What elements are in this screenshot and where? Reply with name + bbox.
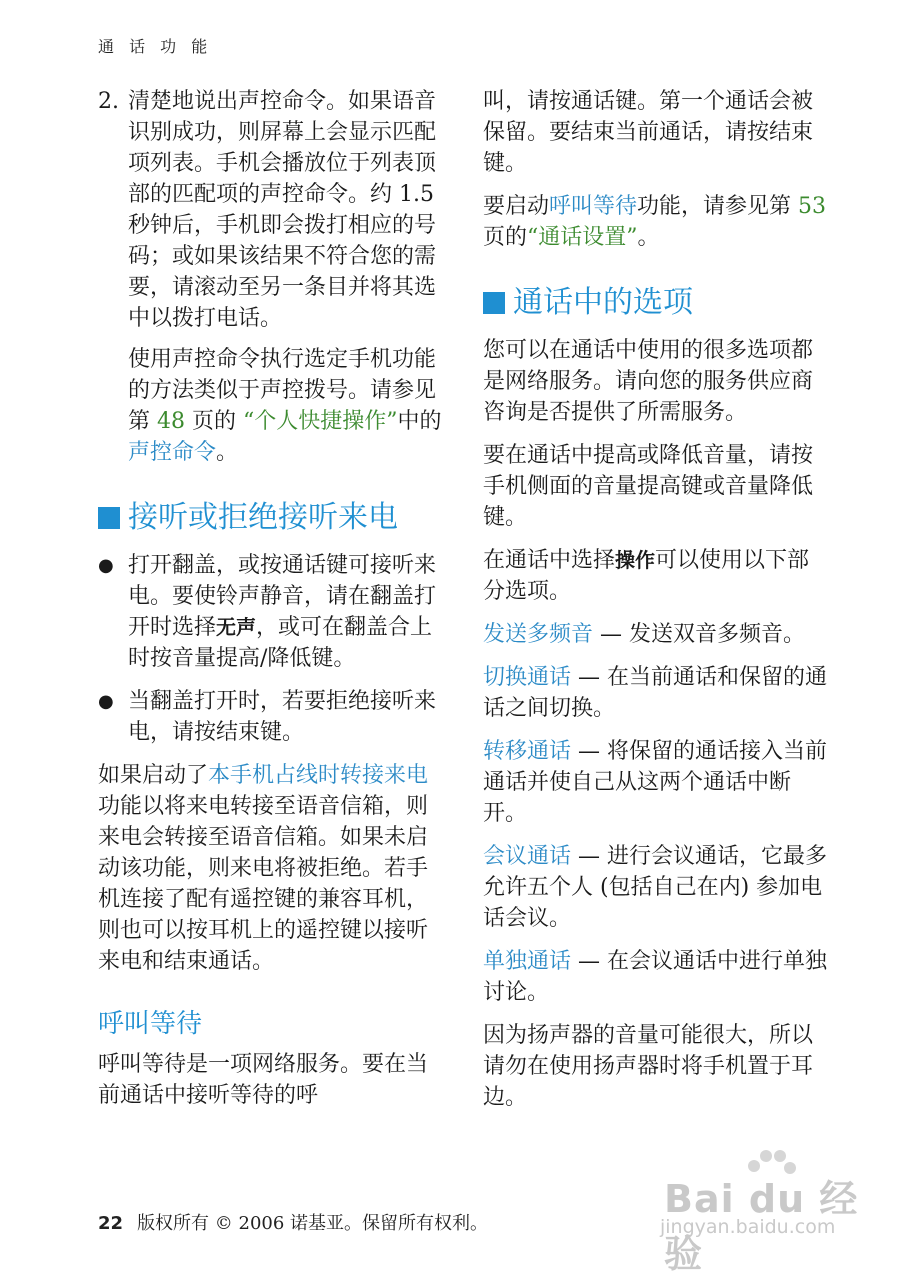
- voice-commands-link[interactable]: 声控命令: [128, 440, 217, 465]
- option-desc: — 在当前通话和保留的通话之间切换。: [483, 665, 828, 721]
- bullet-text: 当翻盖打开时，若要拒绝接听来电，请按结束键。: [128, 689, 437, 745]
- section-heading-answer-reject: [98, 498, 443, 538]
- step-text: 清楚地说出声控命令。如果语音识别成功，则屏幕上会显示匹配项列表。手机会播放位于列表顶部的匹配项的声控命令。约 1.5 秒钟后，手机即会拨打相应的号码；或如果该结果不符合您的需要，请滚动至另一条目并将其选中以拨打电话。: [128, 89, 437, 331]
- personal-shortcuts-link[interactable]: “个人快捷操作”: [243, 409, 398, 434]
- option-desc: — 将保留的通话接入当前通话并使自己从这两个通话中断开。: [483, 739, 828, 826]
- page-number: 22: [98, 1213, 124, 1234]
- voice-command-paragraph: [98, 344, 443, 468]
- step-number: 2.: [98, 89, 119, 114]
- text-run: 要启动: [483, 194, 550, 219]
- watermark-logo-text: Bai du 经验: [664, 1177, 859, 1276]
- text-run: 页的: [483, 225, 528, 250]
- silence-keyword: 无声: [216, 615, 257, 639]
- bullet-item: [98, 686, 443, 748]
- text-run: ，或可在翻盖合上时按音量提高/降低键。: [128, 615, 433, 671]
- text-run: 功能，请参见第: [637, 194, 799, 219]
- text-run: 。: [637, 225, 660, 250]
- copyright-text: 版权所有 © 2006 诺基亚。保留所有权利。: [137, 1213, 489, 1234]
- options-keyword: 操作: [615, 548, 656, 572]
- square-bullet-icon: [483, 292, 505, 314]
- page-ref[interactable]: 48: [157, 409, 185, 434]
- text-run: 。: [216, 440, 239, 465]
- section-heading-in-call-options: [483, 283, 828, 323]
- text-run: 功能以将来电转接至语音信箱，则来电会转接至语音信箱。如果未启动该功能，则来电将被拒绝。若手机连接了配有遥控键的兼容耳机，则也可以按耳机上的遥控键以接听来电和结束通话。: [98, 794, 429, 974]
- call-waiting-link[interactable]: 呼叫等待: [549, 194, 638, 219]
- option-desc: — 发送双音多频音。: [593, 622, 806, 647]
- call-waiting-paragraph: 呼叫等待是一项网络服务。要在当前通话中接听等待的呼: [98, 1052, 429, 1108]
- option-transfer: [483, 736, 828, 829]
- option-send-dtmf: [483, 619, 828, 650]
- option-name[interactable]: 发送多频音: [483, 622, 594, 647]
- text-run: 页的: [185, 409, 243, 434]
- divert-paragraph: [98, 760, 443, 977]
- text-run: 使用声控命令执行选定手机功能的方法类似于声控拨号。请参见第: [128, 347, 437, 434]
- option-name[interactable]: 切换通话: [483, 665, 572, 690]
- option-swap: [483, 662, 828, 724]
- volume-paragraph: 要在通话中提高或降低音量，请按手机侧面的音量提高键或音量降低键。: [483, 443, 814, 530]
- numbered-step-2: [98, 86, 443, 334]
- text-run: 打开翻盖，或按通话键可接听来电。要使铃声静音，请在翻盖打开时选择: [128, 553, 437, 640]
- option-desc: — 在会议通话中进行单独讨论。: [483, 949, 828, 1005]
- square-bullet-icon: [98, 507, 120, 529]
- watermark-url: jingyan.baidu.com: [660, 1216, 836, 1238]
- page-ref[interactable]: 53: [798, 194, 827, 219]
- heading-text: 通话中的选项: [513, 285, 693, 320]
- bullet-dot-icon: ●: [98, 555, 114, 576]
- option-conference: [483, 841, 828, 934]
- text-run: 中的: [397, 409, 442, 434]
- option-desc: — 进行会议通话，它最多允许五个人 (包括自己在内) 参加电话会议。: [483, 844, 828, 931]
- call-waiting-settings-paragraph: [483, 191, 828, 253]
- page-footer: [98, 1209, 488, 1235]
- bullet-dot-icon: ●: [98, 691, 114, 712]
- bullet-item: [98, 550, 443, 674]
- left-column: [98, 86, 443, 1123]
- section-heading-call-waiting: 呼叫等待: [98, 1009, 203, 1039]
- text-run: 如果启动了: [98, 763, 209, 788]
- text-run: 在通话中选择: [483, 548, 616, 573]
- right-column: [483, 86, 828, 1125]
- text-run: 可以使用以下部分选项。: [483, 548, 810, 604]
- options-intro-paragraph: [483, 545, 828, 607]
- option-name[interactable]: 转移通话: [483, 739, 572, 764]
- call-settings-link[interactable]: “通话设置”: [527, 225, 638, 250]
- network-services-paragraph: 您可以在通话中使用的很多选项都是网络服务。请向您的服务供应商咨询是否提供了所需服务。: [483, 338, 814, 425]
- option-name[interactable]: 单独通话: [483, 949, 572, 974]
- heading-text: 接听或拒绝接听来电: [128, 500, 398, 535]
- option-name[interactable]: 会议通话: [483, 844, 572, 869]
- divert-when-busy-link[interactable]: 本手机占线时转接来电: [208, 763, 429, 788]
- option-private: [483, 946, 828, 1008]
- baidu-watermark-logo: [656, 1150, 886, 1276]
- running-header: 通 话 功 能: [98, 37, 213, 56]
- bullet-text: [128, 550, 443, 674]
- loudspeaker-warning-paragraph: 因为扬声器的音量可能很大，所以请勿在使用扬声器时将手机置于耳边。: [483, 1023, 814, 1110]
- call-waiting-continued: 叫，请按通话键。第一个通话会被保留。要结束当前通话，请按结束键。: [483, 89, 814, 176]
